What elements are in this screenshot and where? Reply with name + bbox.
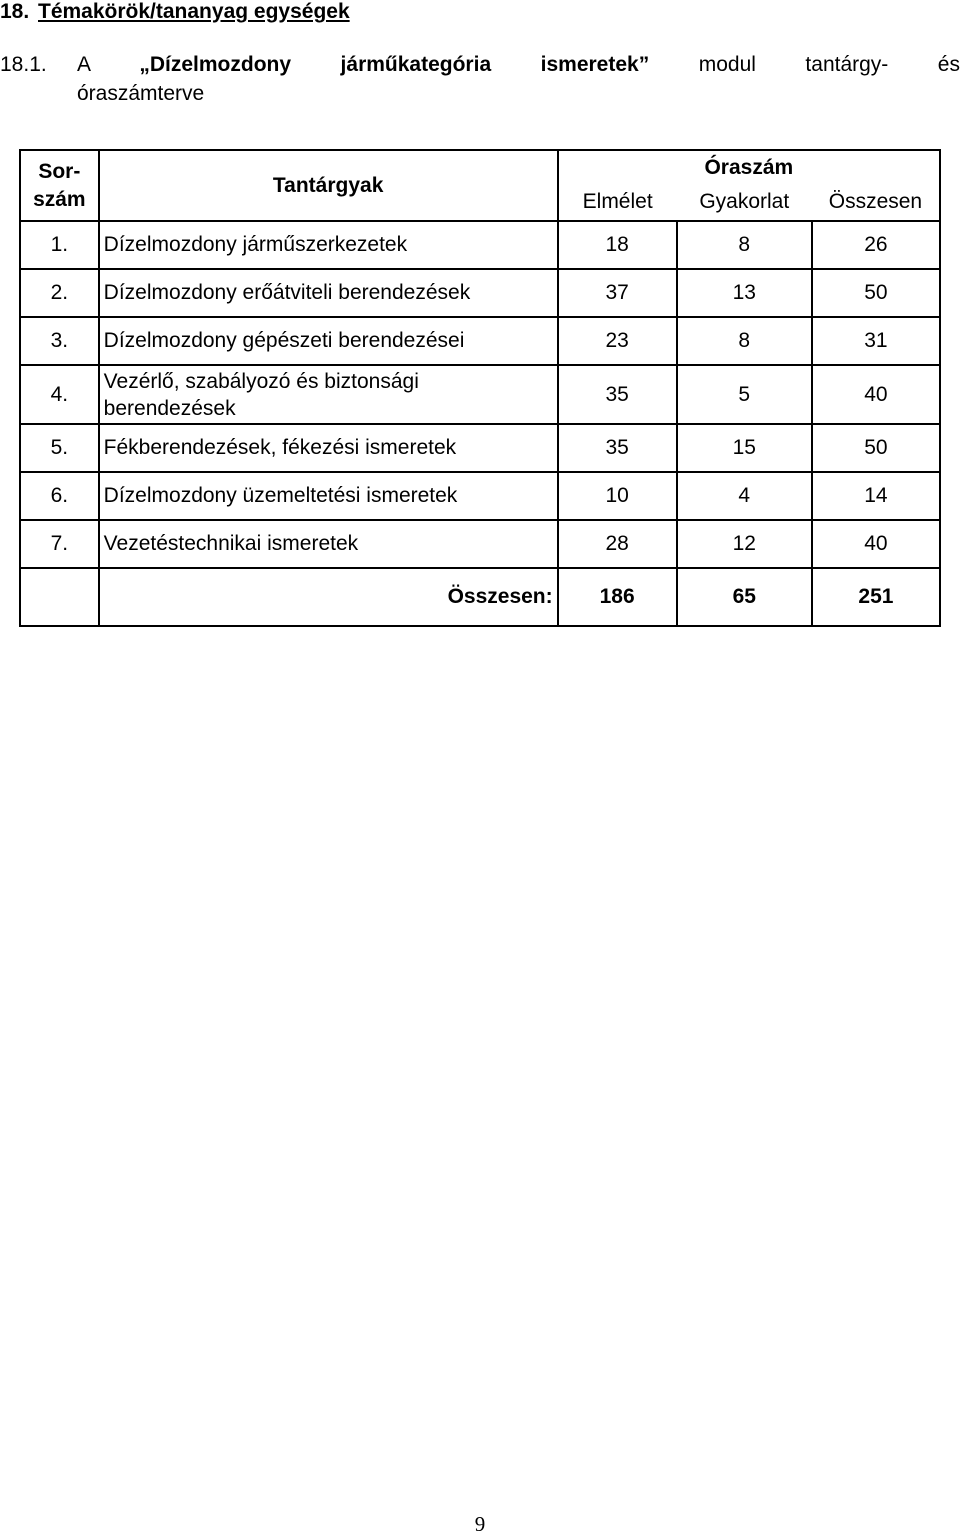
page-number: 9 (474, 1512, 486, 1536)
table-row (20, 472, 940, 520)
total-row (20, 568, 940, 626)
row-osszesen: 26 (812, 221, 940, 269)
row-number: 1. (20, 221, 99, 269)
row-subject: Dízelmozdony járműszerkezetek (99, 221, 558, 269)
section-number: 18. (0, 0, 30, 23)
row-elmelet: 18 (558, 221, 677, 269)
table-row (20, 520, 940, 568)
row-gyakorlat: 5 (677, 365, 812, 424)
section-heading (0, 0, 350, 24)
row-osszesen: 40 (812, 365, 940, 424)
row-elmelet: 35 (558, 424, 677, 472)
row-gyakorlat: 13 (677, 269, 812, 317)
subsection-title-module: „Dízelmozdony járműkategória ismeretek” (139, 53, 650, 76)
row-osszesen: 50 (812, 424, 940, 472)
row-gyakorlat: 8 (677, 317, 812, 365)
row-elmelet: 23 (558, 317, 677, 365)
header-osszesen: Összesen (812, 184, 940, 221)
row-subject (99, 365, 558, 424)
table-row (20, 424, 940, 472)
header-sorszam (20, 150, 99, 221)
section-title: Témakörök/tananyag egységek (38, 0, 350, 23)
row-number: 2. (20, 269, 99, 317)
header-sorszam-line2: szám (33, 187, 86, 211)
row-osszesen: 50 (812, 269, 940, 317)
total-osszesen: 251 (812, 568, 940, 626)
table-row (20, 317, 940, 365)
row-gyakorlat: 4 (677, 472, 812, 520)
row-subject: Dízelmozdony gépészeti berendezései (99, 317, 558, 365)
header-tantargyak: Tantárgyak (99, 150, 558, 221)
row-subject: Vezetéstechnikai ismeretek (99, 520, 558, 568)
table-row (20, 365, 940, 424)
header-sorszam-line1: Sor- (38, 159, 81, 183)
row-number: 7. (20, 520, 99, 568)
row-gyakorlat: 12 (677, 520, 812, 568)
subsection-title-prefix: A (77, 53, 90, 76)
row-subject-line2: berendezések (103, 396, 236, 420)
row-subject: Dízelmozdony erőátviteli berendezések (99, 269, 558, 317)
total-elmelet: 186 (558, 568, 677, 626)
table-row (20, 221, 940, 269)
total-empty-cell (20, 568, 99, 626)
row-number: 4. (20, 365, 99, 424)
row-subject: Dízelmozdony üzemeltetési ismeretek (99, 472, 558, 520)
subsection-title-suffix: modul tantárgy- és (698, 53, 960, 76)
row-subject: Fékberendezések, fékezési ismeretek (99, 424, 558, 472)
curriculum-table (19, 149, 941, 627)
row-number: 5. (20, 424, 99, 472)
row-elmelet: 35 (558, 365, 677, 424)
row-number: 6. (20, 472, 99, 520)
header-gyakorlat: Gyakorlat (677, 184, 812, 221)
row-number: 3. (20, 317, 99, 365)
table-row (20, 269, 940, 317)
row-gyakorlat: 8 (677, 221, 812, 269)
row-osszesen: 31 (812, 317, 940, 365)
row-osszesen: 14 (812, 472, 940, 520)
total-gyakorlat: 65 (677, 568, 812, 626)
header-oraszam: Óraszám (558, 150, 940, 184)
row-elmelet: 37 (558, 269, 677, 317)
row-elmelet: 28 (558, 520, 677, 568)
subsection-number: 18.1. (0, 53, 47, 76)
subsection-title-line2: óraszámterve (77, 82, 205, 105)
header-elmelet: Elmélet (558, 184, 677, 221)
row-elmelet: 10 (558, 472, 677, 520)
row-gyakorlat: 15 (677, 424, 812, 472)
row-subject-line1: Vezérlő, szabályozó és biztonsági (103, 369, 419, 393)
total-label: Összesen: (99, 568, 558, 626)
subsection-title-line1 (77, 50, 960, 79)
row-osszesen: 40 (812, 520, 940, 568)
